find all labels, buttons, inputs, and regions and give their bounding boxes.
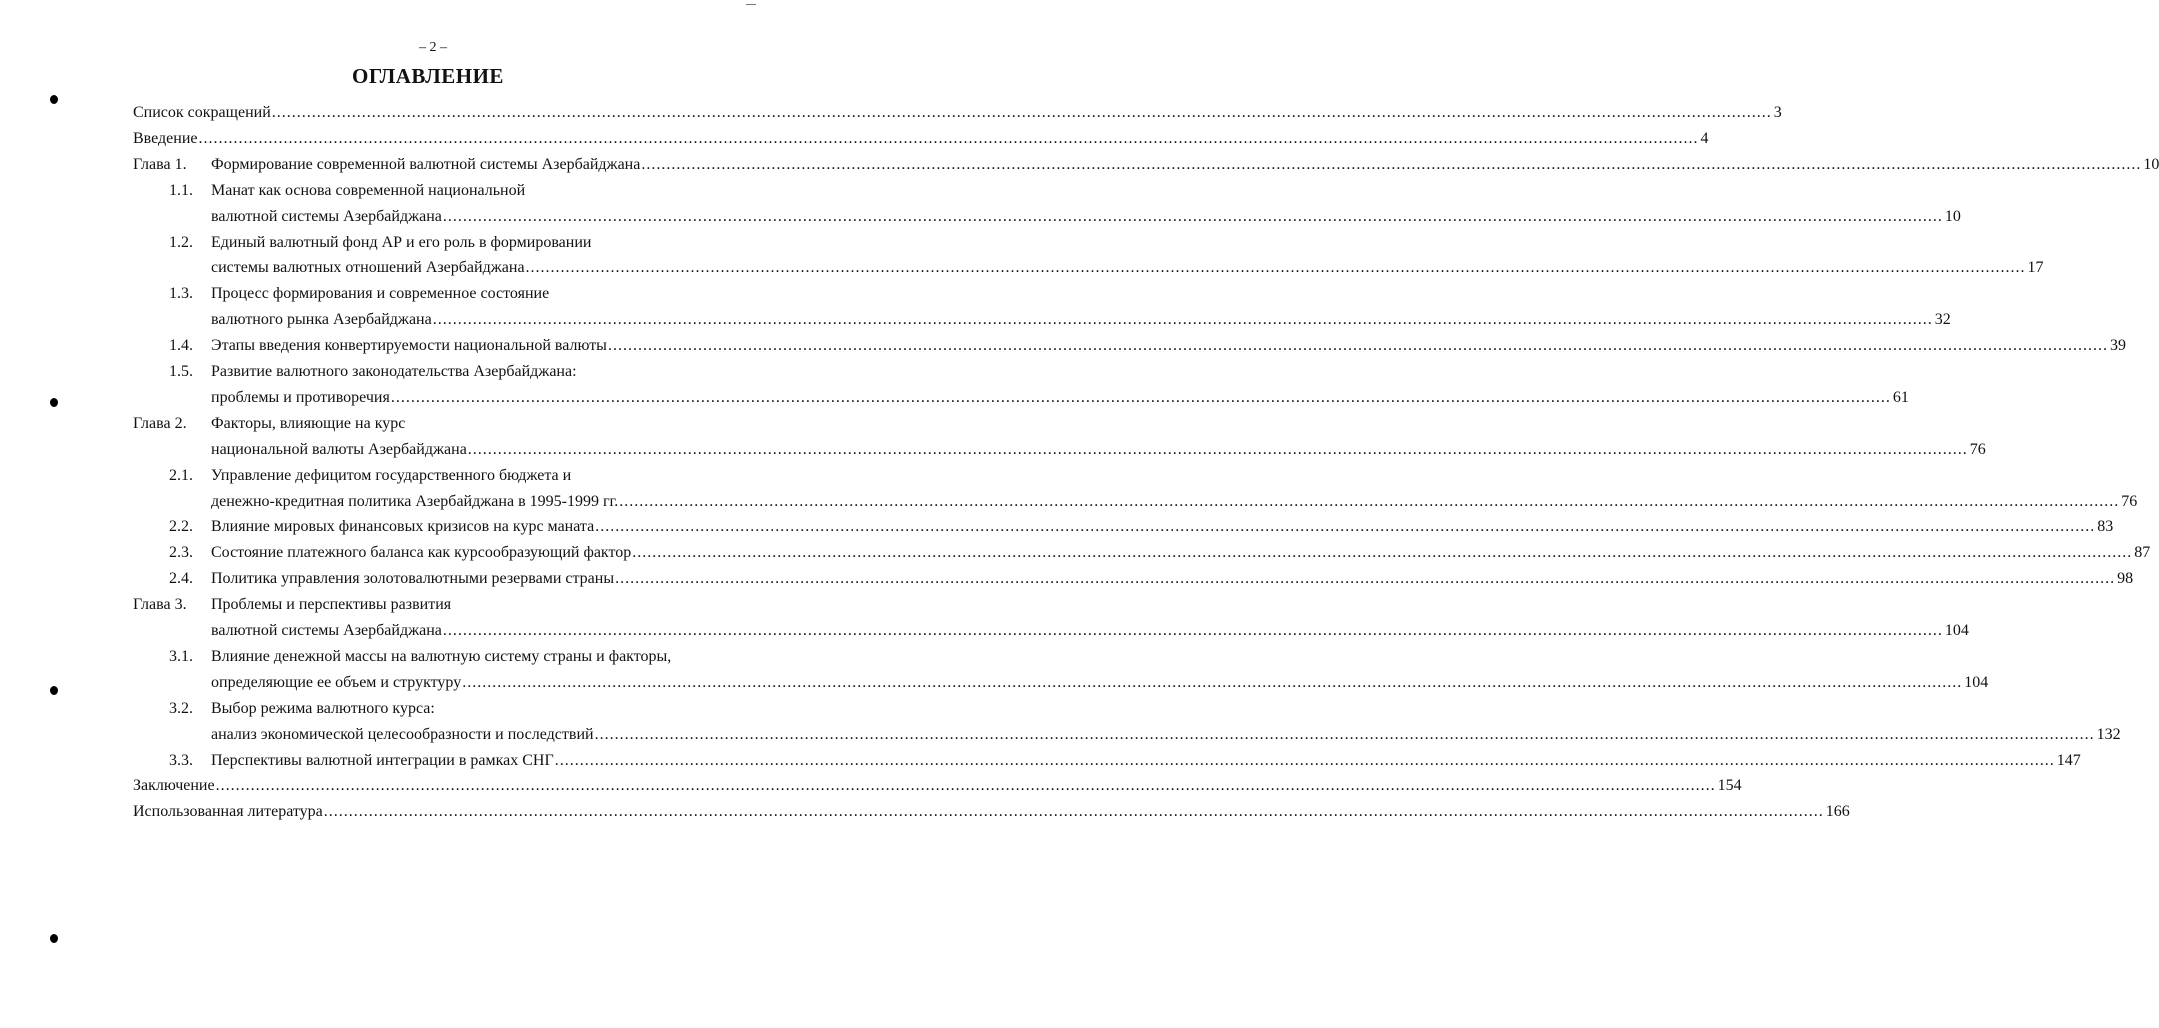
toc-entry-title: валютной системы Азербайджана (211, 207, 442, 225)
toc-entry (211, 180, 723, 202)
chapter-label: Глава 3. (133, 596, 187, 614)
toc-page-number: 3 (1773, 104, 1782, 121)
dot-leader: ............................................................................................................................................................................................................................................................................................................ (323, 803, 1824, 821)
toc-entry (133, 801, 1850, 823)
dot-leader: ............................................................................................................................................................................................................................................................................................................ (607, 337, 2108, 355)
toc-entry (211, 283, 723, 305)
toc-page-number: 10 (1944, 207, 1961, 225)
toc-entry-title: валютной системы Азербайджана (211, 622, 442, 639)
toc-entry-title: системы валютных отношений Азербайджана (211, 259, 525, 277)
dot-leader: ............................................................................................................................................................................................................................................................................................................ (215, 777, 1716, 795)
toc-entry-title: денежно-кредитная политика Азербайджана в 1995-1999 гг. (211, 492, 619, 510)
toc-entry (211, 568, 2134, 590)
toc-entry (211, 620, 1969, 642)
toc-page-number: 4 (1700, 129, 1709, 147)
section-number: 2.3. (169, 544, 193, 562)
toc-entry (211, 646, 723, 668)
dot-leader: ............................................................................................................................................................................................................................................................................................................ (615, 570, 2116, 588)
dot-leader: ............................................................................................................................................................................................................................................................................................................ (432, 311, 1933, 329)
toc-entry-title: Использованная литература (133, 803, 323, 821)
toc-entry (211, 491, 2138, 513)
toc-entry (211, 516, 2114, 538)
dot-leader: ............................................................................................................................................................................................................................................................................................................ (198, 129, 1699, 147)
toc-entry-title: проблемы и противоречия (211, 388, 390, 406)
page-number: – 2 – (419, 40, 447, 55)
punch-hole-mark (50, 398, 58, 407)
chapter-label: Глава 1. (133, 155, 187, 173)
toc-page-number: 166 (1825, 803, 1850, 821)
dot-leader: ............................................................................................................................................................................................................................................................................................................ (442, 622, 1943, 639)
toc-page-number: 104 (1964, 673, 1989, 691)
dot-leader: ............................................................................................................................................................................................................................................................................................................ (390, 388, 1891, 406)
toc-page-number: 17 (2027, 259, 2044, 277)
toc-entry (211, 232, 723, 254)
toc-entry-title: Управление дефицитом государственного бюджета и (211, 466, 572, 484)
toc-page-number: 76 (1969, 440, 1986, 458)
punch-hole-mark (50, 686, 58, 695)
toc-entry-title: определяющие ее объем и структуру (211, 673, 462, 691)
toc-entry (211, 750, 2081, 772)
toc-entry-title: Проблемы и перспективы развития (211, 596, 452, 614)
toc-entry-title: Манат как основа современной национальной (211, 181, 526, 199)
toc-entry-title: валютного рынка Азербайджана (211, 311, 432, 329)
toc-page-number: 132 (2096, 725, 2121, 743)
dot-leader: ............................................................................................................................................................................................................................................................................................................ (271, 104, 1772, 121)
toc-entry (211, 154, 2159, 176)
toc-entry (211, 206, 1961, 228)
toc-entry-title: Этапы введения конвертируемости национальной валюты (211, 337, 607, 355)
dot-leader: ............................................................................................................................................................................................................................................................................................................ (554, 751, 2055, 769)
toc-page-number: 32 (1934, 311, 1951, 329)
toc-page-number: 147 (2056, 751, 2081, 769)
toc-entry-title: анализ экономической целесообразности и последствий (211, 725, 594, 743)
section-number: 1.4. (169, 337, 193, 355)
toc-entry (211, 465, 723, 487)
section-number: 1.1. (169, 181, 193, 199)
section-number: 3.1. (169, 647, 193, 665)
dot-leader: ............................................................................................................................................................................................................................................................................................................ (467, 440, 1968, 458)
toc-page-number: 10 (2143, 155, 2159, 173)
section-number: 3.3. (169, 751, 193, 769)
dot-leader: ............................................................................................................................................................................................................................................................................................................ (632, 544, 2133, 562)
toc-entry (133, 102, 1782, 124)
toc-entry-title: Единый валютный фонд АР и его роль в формировании (211, 233, 592, 251)
toc-entry-title: Заключение (133, 777, 215, 795)
dot-leader: ............................................................................................................................................................................................................................................................................................................ (462, 673, 1963, 691)
toc-entry-title: Влияние мировых финансовых кризисов на курс маната (211, 518, 595, 536)
chapter-label: Глава 2. (133, 414, 187, 432)
toc-entry (211, 724, 2121, 746)
toc-entry-title: Политика управления золотовалютными резервами страны (211, 570, 615, 588)
section-number: 3.2. (169, 699, 193, 717)
toc-entry-title: Состояние платежного баланса как курсообразующий фактор (211, 544, 632, 562)
section-number: 1.3. (169, 285, 193, 303)
toc-entry-title: Перспективы валютной интеграции в рамках СНГ (211, 751, 554, 769)
punch-hole-mark (50, 934, 58, 943)
toc-page-number: 76 (2121, 492, 2138, 510)
toc-entry-title: национальной валюты Азербайджана (211, 440, 467, 458)
toc-page-number: 87 (2134, 544, 2151, 562)
toc-entry (211, 361, 723, 383)
section-number: 2.1. (169, 466, 193, 484)
dot-leader: ............................................................................................................................................................................................................................................................................................................ (594, 725, 2095, 743)
toc-page-number: 61 (1892, 388, 1909, 406)
toc-entry (211, 387, 1909, 409)
section-number: 2.2. (169, 518, 193, 536)
toc-entry (211, 439, 1986, 461)
dot-leader: ............................................................................................................................................................................................................................................................................................................ (525, 259, 2026, 277)
toc-entry-title: Факторы, влияющие на курс (211, 414, 406, 432)
toc-page-number: 104 (1944, 622, 1969, 639)
section-number: 1.5. (169, 363, 193, 380)
toc-entry-title: Влияние денежной массы на валютную систему страны и факторы, (211, 647, 672, 665)
toc-entry (211, 698, 723, 720)
page-title: ОГЛАВЛЕНИЕ (352, 64, 504, 88)
dot-leader: ............................................................................................................................................................................................................................................................................................................ (641, 155, 2142, 173)
dot-leader: ............................................................................................................................................................................................................................................................................................................ (619, 492, 2120, 510)
toc-entry (211, 542, 2151, 564)
toc-entry-title: Выбор режима валютного курса: (211, 699, 435, 717)
toc-page-number: 83 (2097, 518, 2114, 536)
toc-entry-title: Процесс формирования и современное состояние (211, 285, 550, 303)
toc-entry (133, 128, 1709, 150)
toc-entry-title: Список сокращений (133, 104, 271, 121)
toc-entry (211, 335, 2126, 357)
toc-page-number: 154 (1717, 777, 1742, 795)
toc-entry (211, 672, 1989, 694)
toc-entry-title: Введение (133, 129, 198, 147)
toc-page-number: 39 (2109, 337, 2126, 355)
punch-hole-mark (50, 95, 58, 104)
dot-leader: ............................................................................................................................................................................................................................................................................................................ (595, 518, 2096, 536)
toc-entry-title: Формирование современной валютной системы Азербайджана (211, 155, 641, 173)
toc-entry (211, 594, 723, 616)
toc-entry-title: Развитие валютного законодательства Азербайджана: (211, 363, 577, 380)
section-number: 2.4. (169, 570, 193, 588)
toc-entry (133, 775, 1742, 797)
dot-leader: ............................................................................................................................................................................................................................................................................................................ (442, 207, 1943, 225)
toc-entry (211, 309, 1951, 331)
section-number: 1.2. (169, 233, 193, 251)
toc-page-number: 98 (2117, 570, 2134, 588)
toc-entry (211, 413, 723, 435)
toc-entry (211, 257, 2044, 279)
